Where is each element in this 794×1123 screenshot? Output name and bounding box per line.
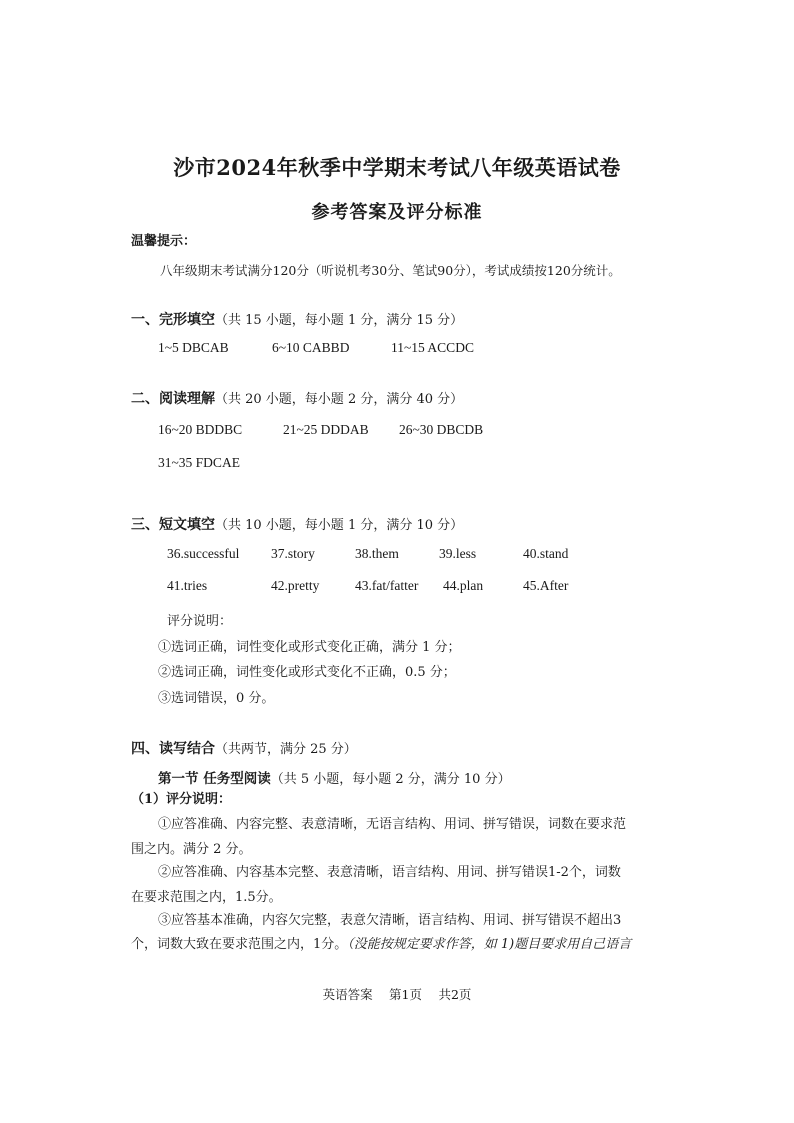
section-3-heading [131, 514, 463, 534]
grading-rule: ②选词正确，词性变化或形式变化不正确，0.5 分； [158, 665, 456, 680]
rule-3-text: 个，词数大致在要求范围之内，1分。 [131, 937, 348, 952]
page-subtitle: 参考答案及评分标准 [311, 202, 483, 223]
answer-group: 21~25 DDDAB [283, 422, 369, 437]
rule-3-italic-note: （没能按规定要求作答，如 1)题目要求用自己语言 [347, 937, 632, 952]
page-title: 沙市2024年秋季中学期末考试八年级英语试卷 [173, 155, 621, 180]
section-1-note: （共 15 小题，每小题 1 分，满分 15 分） [215, 313, 464, 328]
answer-item: 36.successful [167, 546, 240, 561]
section-1-heading [131, 309, 463, 329]
item-heading: （1）评分说明： [131, 792, 232, 807]
section-4-title: 四、读写结合 [131, 741, 215, 757]
part-1-heading [158, 767, 511, 787]
answer-item: 40.stand [523, 546, 569, 561]
tip-heading: 温馨提示： [131, 234, 197, 249]
part-1-note: （共 5 小题，每小题 2 分，满分 10 分） [270, 772, 511, 787]
answer-item: 44.plan [443, 578, 484, 593]
answer-group: 6~10 CABBD [272, 340, 350, 355]
part-1-title: 第一节 任务型阅读 [158, 771, 271, 787]
rule-3-line-2 [131, 933, 631, 952]
rule-2-line-2: 在要求范围之内，1.5分。 [131, 890, 282, 905]
answer-group: 16~20 BDDBC [158, 422, 243, 437]
answer-item: 37.story [271, 546, 315, 561]
answer-group: 26~30 DBCDB [399, 422, 484, 437]
tip-body: 八年级期末考试满分120分（听说机考30分、笔试90分），考试成绩按120分统计。 [160, 263, 621, 278]
grading-rule: ③选词错误，0 分。 [158, 691, 275, 706]
answer-item: 41.tries [167, 578, 208, 593]
rule-3-line-1: ③应答基本准确，内容欠完整，表意欠清晰，语言结构、用词、拼写错误不超出3 [158, 913, 622, 928]
rule-2-line-1: ②应答准确、内容基本完整、表意清晰，语言结构、用词、拼写错误1-2个，词数 [158, 865, 621, 880]
answer-item: 38.them [355, 546, 399, 561]
section-4-heading [131, 738, 357, 758]
section-2-note: （共 20 小题，每小题 2 分，满分 40 分） [215, 392, 464, 407]
rule-1-line-1: ①应答准确、内容完整、表意清晰，无语言结构、用词、拼写错误，词数在要求范 [158, 817, 627, 832]
section-4-note: （共两节，满分 25 分） [215, 742, 357, 757]
answer-item: 45.After [523, 578, 569, 593]
page-footer: 英语答案 第1页 共2页 [322, 987, 472, 1002]
section-3-note: （共 10 小题，每小题 1 分，满分 10 分） [215, 518, 464, 533]
answer-item: 39.less [439, 546, 477, 561]
section-1-title: 一、完形填空 [131, 312, 215, 328]
grading-rule: ①选词正确，词性变化或形式变化正确，满分 1 分； [158, 640, 461, 655]
answer-item: 43.fat/fatter [355, 578, 419, 593]
section-2-title: 二、阅读理解 [131, 391, 215, 407]
grading-title: 评分说明： [167, 614, 233, 629]
answer-item: 42.pretty [271, 578, 320, 593]
rule-1-line-2: 围之内。满分 2 分。 [131, 842, 252, 857]
answer-group: 1~5 DBCAB [158, 340, 229, 355]
answer-group: 11~15 ACCDC [391, 340, 474, 355]
answer-group: 31~35 FDCAE [158, 455, 240, 470]
section-3-title: 三、短文填空 [131, 517, 215, 533]
section-2-heading [131, 388, 463, 408]
